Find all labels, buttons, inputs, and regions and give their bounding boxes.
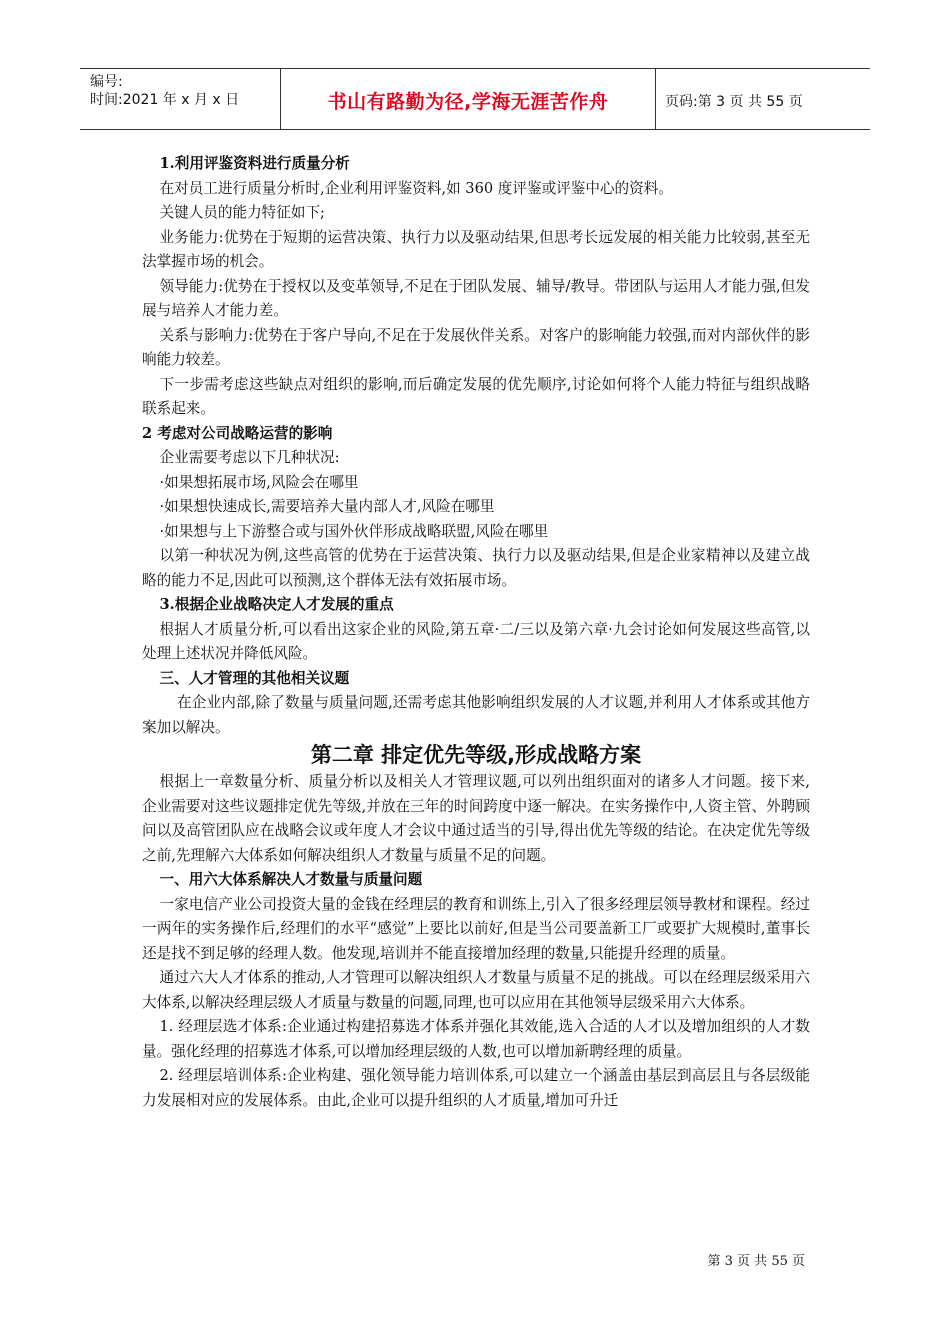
list-item: ·如果想快速成长,需要培养大量内部人才,风险在哪里 xyxy=(159,498,495,515)
section-heading: 2 考虑对公司战略运营的影响 xyxy=(142,424,333,442)
page-header xyxy=(80,68,870,130)
document-body xyxy=(142,152,810,1113)
document-date-label: 时间:2021 年 x 月 x 日 xyxy=(90,92,240,108)
paragraph: 企业需要考虑以下几种状况: xyxy=(159,449,340,466)
paragraph: 业务能力:优势在于短期的运营决策、执行力以及驱动结果,但思考长远发展的相关能力比较弱,甚至无法掌握市场的机会。 xyxy=(142,228,810,270)
section-heading: 一、用六大体系解决人才数量与质量问题 xyxy=(159,871,423,888)
paragraph: 通过六大人才体系的推动,人才管理可以解决组织人才数量与质量不足的挑战。可以在经理层级采用六大体系,以解决经理层级人才质量与数量的问题,同理,也可以应用在其他领导层级采用六大体系。 xyxy=(142,969,810,1011)
section-heading: 1.利用评鉴资料进行质量分析 xyxy=(159,155,350,172)
paragraph: 根据人才质量分析,可以看出这家企业的风险,第五章·二/三以及第六章·九会讨论如何发展这些高管,以处理上述状况并降低风险。 xyxy=(142,620,810,662)
paragraph: 一家电信产业公司投资大量的金钱在经理层的教育和训练上,引入了很多经理层领导教材和课程。经过一两年的实务操作后,经理们的水平“感觉”上要比以前好,但是当公司要盖新工厂或要扩大规模时,董事长还是找不到足够的经理人数。他发现,培训并不能直接增加经理的数量,只能提升经理的质量。 xyxy=(142,895,810,962)
section-heading: 三、人才管理的其他相关议题 xyxy=(159,669,350,687)
paragraph: 关键人员的能力特征如下; xyxy=(159,204,325,221)
document-number-label: 编号: xyxy=(90,74,123,90)
paragraph: 关系与影响力:优势在于客户导向,不足在于发展伙伴关系。对客户的影响能力较强,而对内部伙伴的影响能力较差。 xyxy=(142,326,810,368)
header-meta xyxy=(80,69,280,129)
page-footer: 第 3 页 共 55 页 xyxy=(707,1254,805,1269)
header-motto: 书山有路勤为径,学海无涯苦作舟 xyxy=(327,91,609,113)
paragraph: 领导能力:优势在于授权以及变革领导,不足在于团队发展、辅导/教导。带团队与运用人才能力强,但发展与培养人才能力差。 xyxy=(142,277,810,319)
paragraph: 下一步需考虑这些缺点对组织的影响,而后确定发展的优先顺序,讨论如何将个人能力特征与组织战略联系起来。 xyxy=(142,375,810,417)
paragraph: 根据上一章数量分析、质量分析以及相关人才管理议题,可以列出组织面对的诸多人才问题。接下来,企业需要对这些议题排定优先等级,并放在三年的时间跨度中逐一解决。在实务操作中,人资主管、外聘顾问以及高管团队应在战略会议或年度人才会议中通过适当的引导,得出优先等级的结论。在决定优先等级之前,先理解六大体系如何解决组织人才数量与质量不足的问题。 xyxy=(142,773,810,864)
header-page-number: 页码:第 3 页 共 55 页 xyxy=(665,94,803,110)
paragraph: 2. 经理层培训体系:企业构建、强化领导能力培训体系,可以建立一个涵盖由基层到高层且与各层级能力发展相对应的发展体系。由此,企业可以提升组织的人才质量,增加可升迁 xyxy=(142,1067,810,1109)
paragraph: 1. 经理层选才体系:企业通过构建招募选才体系并强化其效能,选入合适的人才以及增加组织的人才数量。强化经理的招募选才体系,可以增加经理层级的人数,也可以增加新聘经理的质量。 xyxy=(142,1018,810,1060)
header-motto-cell xyxy=(280,69,656,129)
section-heading: 3.根据企业战略决定人才发展的重点 xyxy=(159,596,394,613)
paragraph: 在对员工进行质量分析时,企业利用评鉴资料,如 360 度评鉴或评鉴中心的资料。 xyxy=(159,179,673,197)
chapter-title: 第二章 排定优先等级,形成战略方案 xyxy=(310,743,642,767)
paragraph: 以第一种状况为例,这些高管的优势在于运营决策、执行力以及驱动结果,但是企业家精神以及建立战略的能力不足,因此可以预测,这个群体无法有效拓展市场。 xyxy=(142,547,810,589)
paragraph: 在企业内部,除了数量与质量问题,还需考虑其他影响组织发展的人才议题,并利用人才体系或其他方案加以解决。 xyxy=(142,694,810,736)
header-page-cell xyxy=(655,69,870,129)
list-item: ·如果想拓展市场,风险会在哪里 xyxy=(159,473,359,491)
list-item: ·如果想与上下游整合或与国外伙伴形成战略联盟,风险在哪里 xyxy=(159,522,549,540)
